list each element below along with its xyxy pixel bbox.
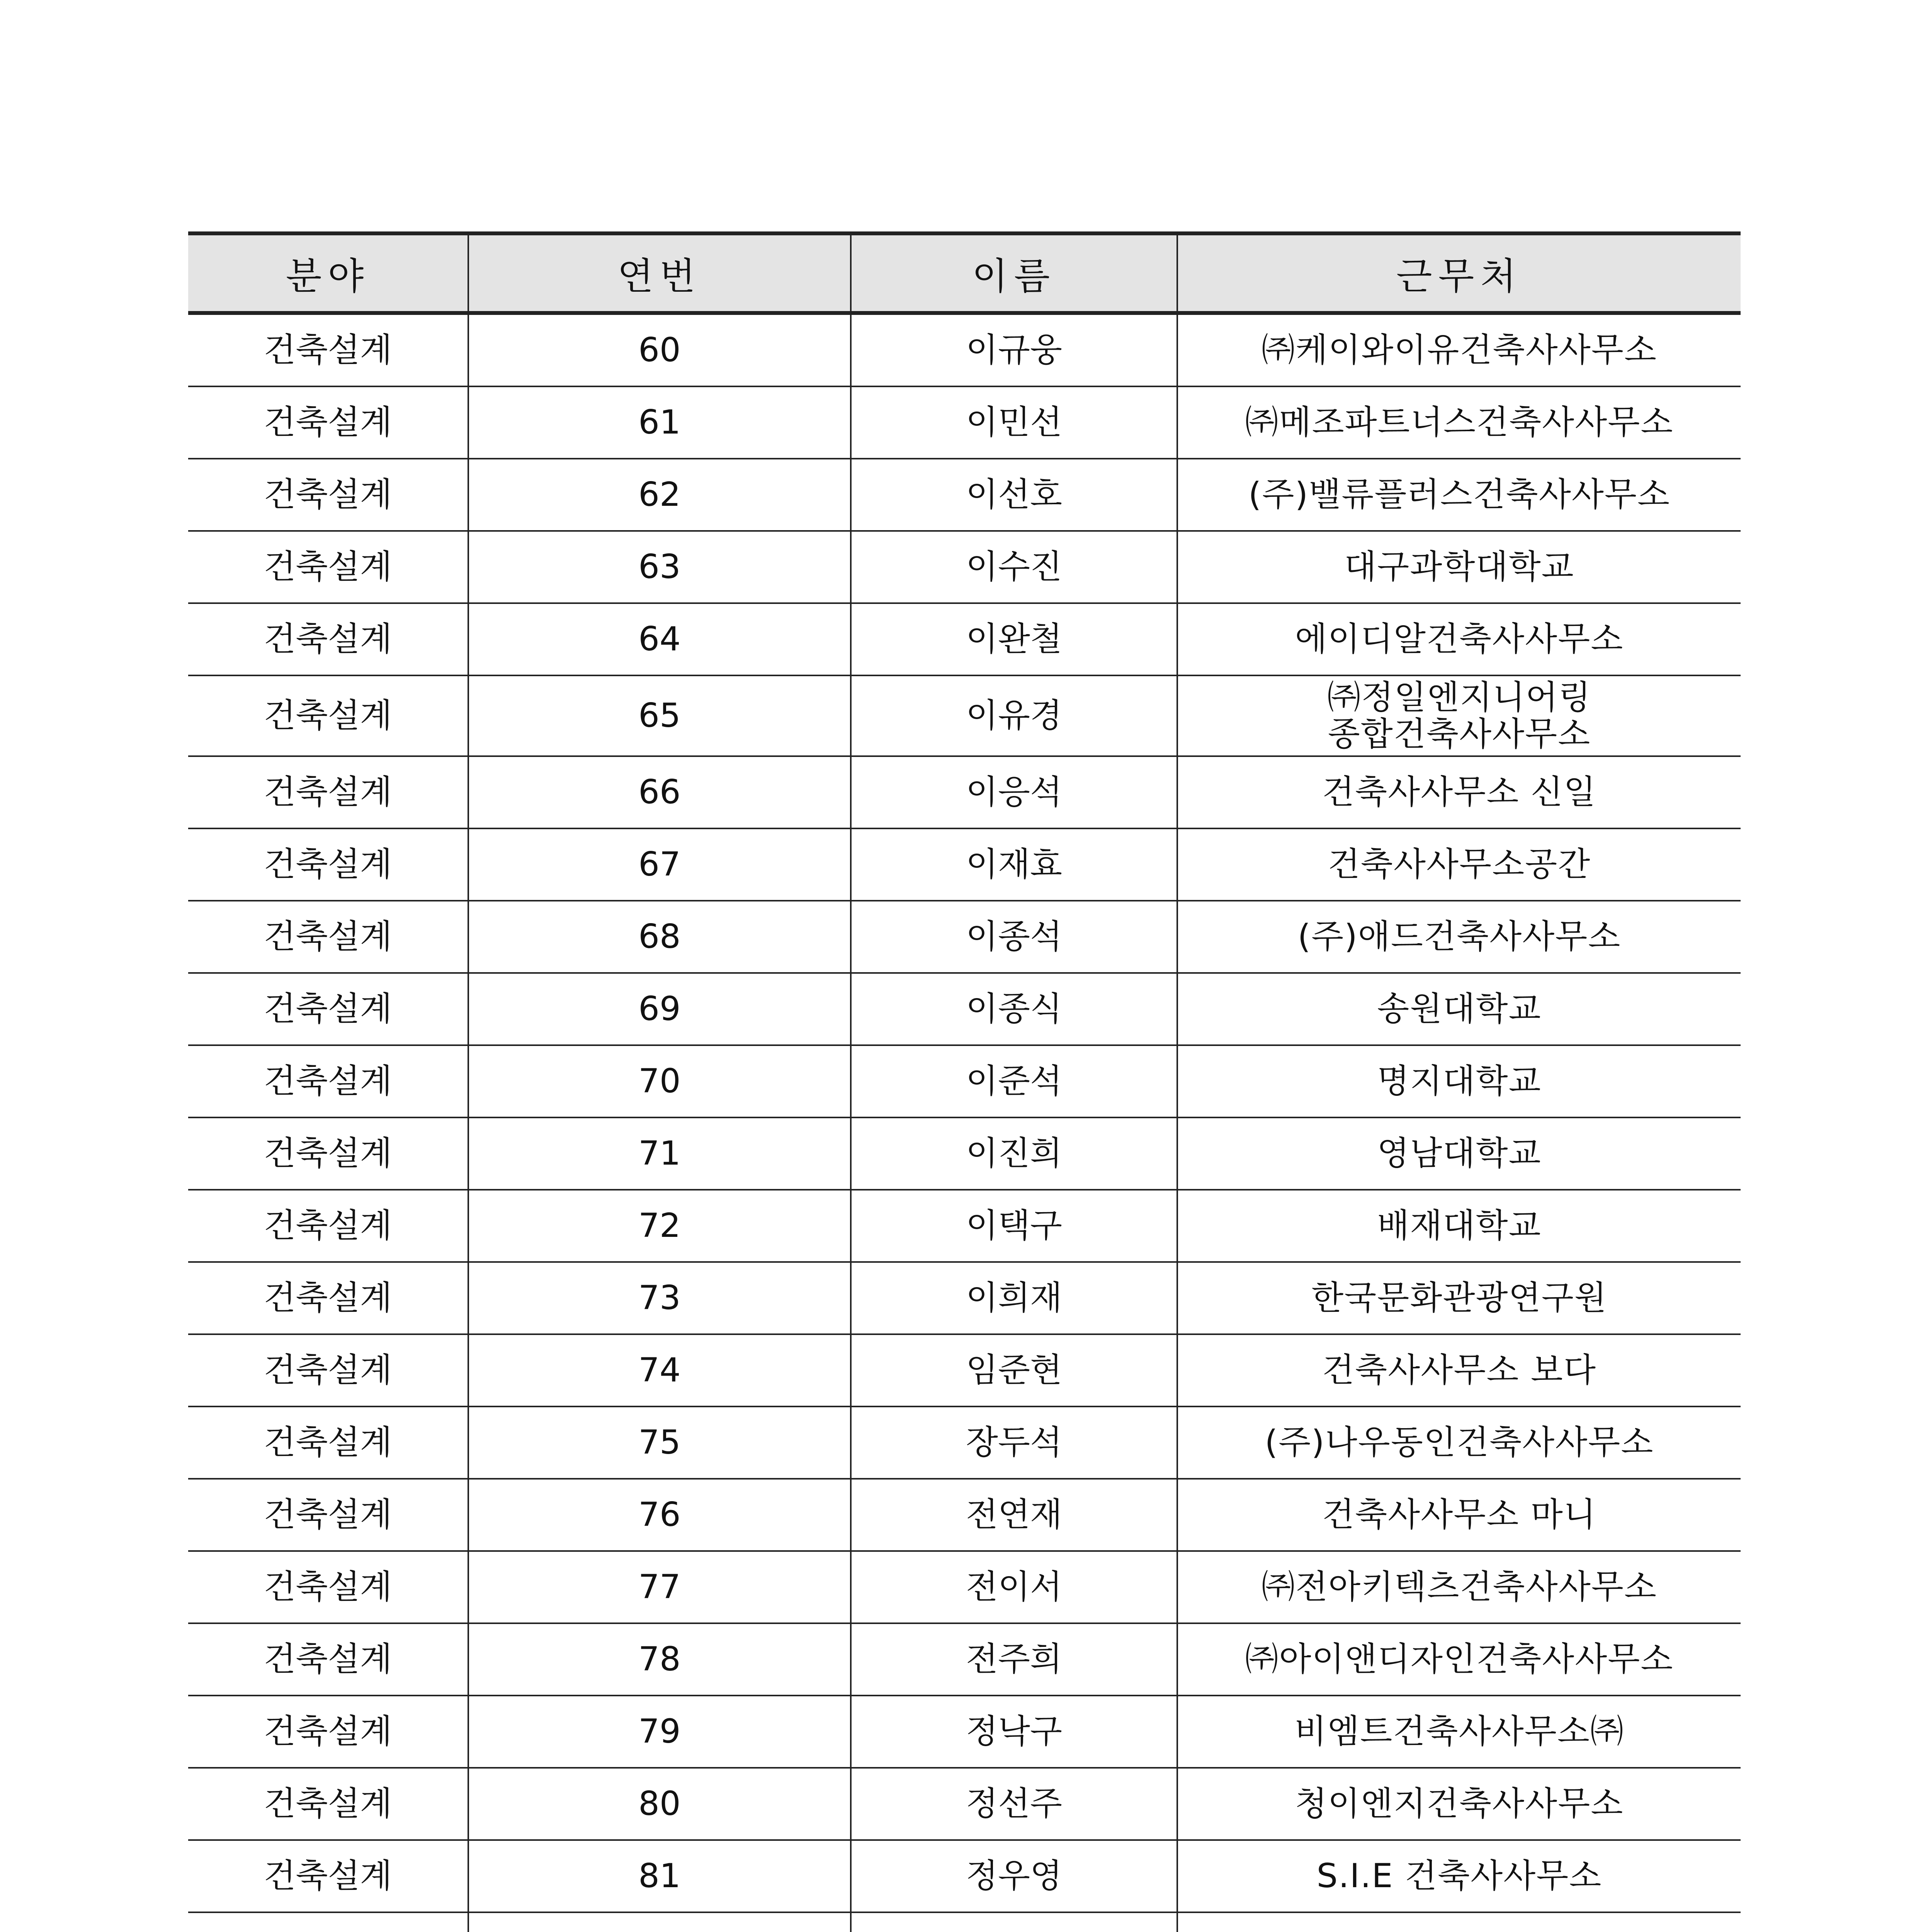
cell-number: 75 [468, 1406, 851, 1479]
header-field: 분야 [188, 233, 468, 313]
table-row [188, 675, 1741, 756]
cell-field: 건축설계 [188, 828, 468, 901]
cell-field: 건축설계 [188, 1406, 468, 1479]
table-row [188, 1190, 1741, 1262]
cell-workplace: (주)애드건축사사무소 [1177, 901, 1741, 973]
cell-number: 68 [468, 901, 851, 973]
cell-workplace: 명지대학교 [1177, 1045, 1741, 1117]
cell-field: 건축설계 [188, 1479, 468, 1551]
table-row [188, 1623, 1741, 1696]
table-row [188, 531, 1741, 603]
cell-field [188, 1912, 468, 1932]
cell-number: 81 [468, 1840, 851, 1912]
cell-number: 64 [468, 603, 851, 675]
table-row [188, 603, 1741, 675]
cell-workplace: 청이엔지건축사사무소 [1177, 1768, 1741, 1840]
roster-table [188, 231, 1741, 1932]
cell-name: 전이서 [851, 1551, 1177, 1623]
table-row [188, 1840, 1741, 1912]
cell-number: 61 [468, 386, 851, 459]
cell-field: 건축설계 [188, 603, 468, 675]
cell-workplace: 에이디알건축사사무소 [1177, 603, 1741, 675]
table-header [188, 233, 1741, 313]
cell-field: 건축설계 [188, 531, 468, 603]
table-row [188, 1406, 1741, 1479]
cell-name: 이규웅 [851, 313, 1177, 386]
table-row [188, 1334, 1741, 1406]
table-row [188, 1551, 1741, 1623]
cell-workplace: 건축사사무소 신일 [1177, 756, 1741, 828]
table-row [188, 1045, 1741, 1117]
cell-field: 건축설계 [188, 313, 468, 386]
cell-number: 72 [468, 1190, 851, 1262]
cell-number [468, 1912, 851, 1932]
table-row [188, 1479, 1741, 1551]
cell-name: 이수진 [851, 531, 1177, 603]
cell-number: 77 [468, 1551, 851, 1623]
table-row [188, 1262, 1741, 1334]
cell-workplace: 비엠트건축사사무소㈜ [1177, 1696, 1741, 1768]
cell-number: 73 [468, 1262, 851, 1334]
table-row [188, 313, 1741, 386]
table-row [188, 386, 1741, 459]
cell-number: 70 [468, 1045, 851, 1117]
cell-name: 이종석 [851, 901, 1177, 973]
table-row [188, 828, 1741, 901]
cell-field: 건축설계 [188, 1334, 468, 1406]
cell-name: 이종식 [851, 973, 1177, 1045]
cell-field: 건축설계 [188, 1840, 468, 1912]
cell-name: 이희재 [851, 1262, 1177, 1334]
cell-field: 건축설계 [188, 386, 468, 459]
cell-name [851, 1912, 1177, 1932]
table-row [188, 901, 1741, 973]
cell-workplace [1177, 1912, 1741, 1932]
cell-workplace: S.I.E 건축사사무소 [1177, 1840, 1741, 1912]
cell-number: 79 [468, 1696, 851, 1768]
cell-workplace: 배재대학교 [1177, 1190, 1741, 1262]
cell-number: 65 [468, 675, 851, 756]
cell-workplace: ㈜정일엔지니어링 종합건축사사무소 [1177, 675, 1741, 756]
cell-name: 정선주 [851, 1768, 1177, 1840]
cell-name: 이선호 [851, 459, 1177, 531]
table-row [188, 1912, 1741, 1932]
cell-field: 건축설계 [188, 1623, 468, 1696]
cell-workplace: ㈜메조파트너스건축사사무소 [1177, 386, 1741, 459]
cell-workplace: (주)나우동인건축사사무소 [1177, 1406, 1741, 1479]
cell-name: 전연재 [851, 1479, 1177, 1551]
cell-name: 이응석 [851, 756, 1177, 828]
header-name: 이름 [851, 233, 1177, 313]
cell-number: 67 [468, 828, 851, 901]
cell-workplace: ㈜아이앤디자인건축사사무소 [1177, 1623, 1741, 1696]
cell-field: 건축설계 [188, 973, 468, 1045]
cell-number: 69 [468, 973, 851, 1045]
cell-name: 장두석 [851, 1406, 1177, 1479]
cell-field: 건축설계 [188, 1696, 468, 1768]
cell-number: 60 [468, 313, 851, 386]
cell-name: 이준석 [851, 1045, 1177, 1117]
table-body [188, 313, 1741, 1932]
cell-workplace: 건축사사무소 보다 [1177, 1334, 1741, 1406]
cell-field: 건축설계 [188, 756, 468, 828]
cell-number: 66 [468, 756, 851, 828]
cell-number: 63 [468, 531, 851, 603]
table-row [188, 973, 1741, 1045]
table-row [188, 1117, 1741, 1190]
table-row [188, 756, 1741, 828]
cell-field: 건축설계 [188, 675, 468, 756]
cell-name: 이완철 [851, 603, 1177, 675]
cell-workplace: ㈜전아키텍츠건축사사무소 [1177, 1551, 1741, 1623]
cell-field: 건축설계 [188, 1768, 468, 1840]
header-number: 연번 [468, 233, 851, 313]
cell-name: 이진희 [851, 1117, 1177, 1190]
cell-field: 건축설계 [188, 1117, 468, 1190]
header-workplace: 근무처 [1177, 233, 1741, 313]
cell-workplace: 송원대학교 [1177, 973, 1741, 1045]
cell-workplace: 영남대학교 [1177, 1117, 1741, 1190]
cell-name: 이유경 [851, 675, 1177, 756]
cell-number: 78 [468, 1623, 851, 1696]
cell-number: 71 [468, 1117, 851, 1190]
cell-name: 이민선 [851, 386, 1177, 459]
cell-workplace: 한국문화관광연구원 [1177, 1262, 1741, 1334]
cell-name: 정낙구 [851, 1696, 1177, 1768]
cell-field: 건축설계 [188, 1551, 468, 1623]
cell-field: 건축설계 [188, 901, 468, 973]
cell-workplace: ㈜케이와이유건축사사무소 [1177, 313, 1741, 386]
cell-field: 건축설계 [188, 1045, 468, 1117]
table-row [188, 459, 1741, 531]
header-row [188, 233, 1741, 313]
cell-workplace: 건축사사무소공간 [1177, 828, 1741, 901]
cell-name: 임준현 [851, 1334, 1177, 1406]
cell-number: 62 [468, 459, 851, 531]
cell-field: 건축설계 [188, 1262, 468, 1334]
cell-field: 건축설계 [188, 1190, 468, 1262]
cell-field: 건축설계 [188, 459, 468, 531]
table-row [188, 1696, 1741, 1768]
cell-name: 정우영 [851, 1840, 1177, 1912]
table-row [188, 1768, 1741, 1840]
cell-name: 이재효 [851, 828, 1177, 901]
cell-number: 74 [468, 1334, 851, 1406]
cell-name: 이택구 [851, 1190, 1177, 1262]
cell-workplace: 대구과학대학교 [1177, 531, 1741, 603]
cell-workplace: (주)밸류플러스건축사사무소 [1177, 459, 1741, 531]
cell-name: 전주희 [851, 1623, 1177, 1696]
cell-number: 76 [468, 1479, 851, 1551]
cell-workplace: 건축사사무소 마니 [1177, 1479, 1741, 1551]
cell-number: 80 [468, 1768, 851, 1840]
